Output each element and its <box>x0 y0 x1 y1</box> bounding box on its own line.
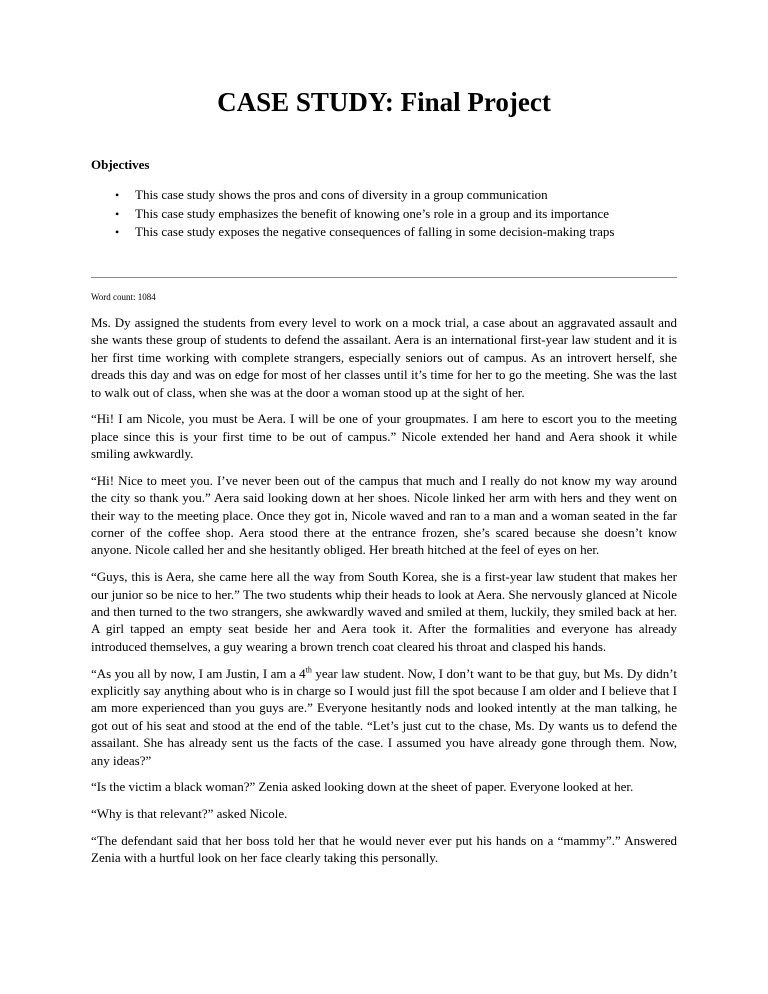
objective-text: This case study shows the pros and cons of diversity in a group communication <box>135 187 548 202</box>
story-paragraph: “Hi! Nice to meet you. I’ve never been out of the campus that much and I really do not know my way around the city so thank you.” Aera said looking down at her shoes. Nicole linked her arm with hers and they went on their way to the meeting place. Once they got in, Nicole waved and ran to a man and a woman seated in the far corner of the coffee shop. Aera stood there at the entrance frozen, she’s scared because she doesn’t know anyone. Nicole called her and she hesitantly obliged. Her breath hitched at the feel of eyes on her. <box>91 472 677 558</box>
objective-text: This case study emphasizes the benefit of knowing one’s role in a group and its importance <box>135 205 610 221</box>
story-paragraph: “The defendant said that her boss told her that he would never ever put his hands on a “mammy”.” Answered Zenia with a hurtful look on her face clearly taking this personally. <box>91 832 677 866</box>
objectives-heading: Objectives <box>91 157 150 172</box>
paragraph-text: “As you all by now, I am Justin, I am a 4 <box>91 665 306 681</box>
story-paragraph <box>91 665 677 769</box>
story-paragraph: “Is the victim a black woman?” Zenia asked looking down at the sheet of paper. Everyone looked at her. <box>91 779 634 795</box>
document-title: CASE STUDY: Final Project <box>217 87 551 117</box>
paragraph-text: year law student. Now, I don’t want to be that guy, but Ms. Dy didn’t explicitly say anything about who is in charge so I would just fill the spot because I am older and I believe that I am more experienced than you guys are.” Everyone hesitantly nods and looked intently at the man talking, he got out of his seat and stood at the end of the table. “Let’s just cut to the chase, Ms. Dy wants us to defend the assailant. She has already sent us the facts of the case. I assumed you have already gone through them. Now, any ideas?” <box>91 665 677 768</box>
story-paragraph: “Hi! I am Nicole, you must be Aera. I will be one of your groupmates. I am here to escort you to the meeting place since this is your first time to be out of campus.” Nicole extended her hand and Aera shook it while smiling awkwardly. <box>91 411 677 462</box>
story-paragraph: Ms. Dy assigned the students from every level to work on a mock trial, a case about an aggravated assault and she wants these group of students to defend the assailant. Aera is an international first-year law student and it is her first time working with complete strangers, especially seniors out of campus. As an introvert herself, she dreads this day and was on edge for most of her classes until it’s time for her to go the meeting. She was the last to walk out of class, when she was at the door a woman stood up at the sight of her. <box>91 315 677 400</box>
objective-item <box>91 205 691 224</box>
objectives-list <box>91 186 691 242</box>
objective-item <box>91 223 691 242</box>
bullet-icon: • <box>115 188 120 202</box>
story-body <box>91 314 677 876</box>
bullet-icon: • <box>115 206 120 221</box>
story-paragraph: “Guys, this is Aera, she came here all the way from South Korea, she is a first-year law student that makes her our junior so be nice to her.” The two students whip their heads to look at Aera. She nervously glanced at Nicole and then turned to the two strangers, she awkwardly waved and smiled at them, luckily, they smiled back at her. A girl tapped an empty seat beside her and Aera took it. After the formalities and everyone has already introduced themselves, a guy wearing a brown trench coat cleared his throat and clasped his hands. <box>91 569 677 654</box>
objective-item <box>91 186 691 205</box>
word-count: Word count: 1084 <box>91 292 156 302</box>
objective-text: This case study exposes the negative consequences of falling in some decision-making traps <box>135 224 615 239</box>
ordinal-superscript: th <box>305 665 312 675</box>
bullet-icon: • <box>115 225 120 239</box>
section-divider <box>91 277 677 278</box>
story-paragraph: “Why is that relevant?” asked Nicole. <box>91 805 288 821</box>
